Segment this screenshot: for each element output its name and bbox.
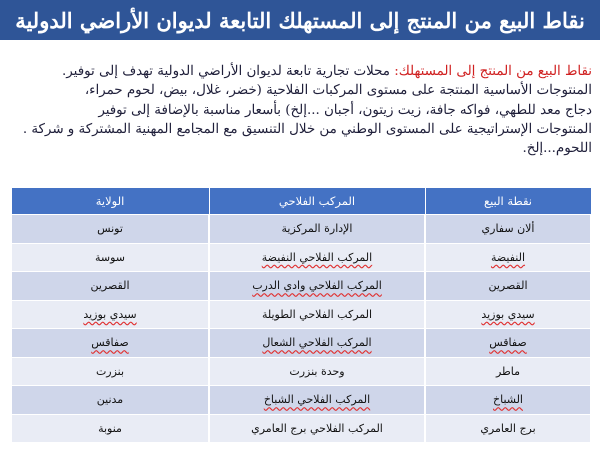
cell-complex: المركب الفلاحي برج العامري — [209, 414, 425, 442]
table-row — [11, 272, 591, 301]
cell-wilaya — [11, 300, 209, 329]
cell-wilaya: مدنين — [11, 386, 209, 415]
cell-wilaya: بنزرت — [11, 357, 209, 386]
table-row — [11, 357, 591, 386]
cell-text: الشباخ — [493, 393, 523, 407]
intro-line-1-text: محلات تجارية تابعة لديوان الأراضي الدولية تهدف إلى توفير. — [62, 64, 395, 79]
cell-sales-point: ألان سفاري — [425, 215, 591, 244]
cell-complex: الإدارة المركزية — [209, 215, 425, 244]
intro-line-4: المنتوجات الإستراتيجية على المستوى الوطني من خلال التنسيق مع المجامع المهنية المشتركة و شركة . — [22, 121, 592, 137]
header-agricultural-complex: المركب الفلاحي — [209, 188, 425, 215]
table-row — [11, 386, 591, 415]
cell-text: سيدي بوزيد — [481, 307, 535, 321]
table-row — [11, 300, 591, 329]
cell-wilaya — [11, 329, 209, 358]
cell-text: المركب الفلاحي الشباخ — [263, 393, 371, 407]
intro-line-1 — [8, 62, 592, 81]
page-title: نقاط البيع من المنتج إلى المستهلك التابعة لديوان الأراضي الدولية — [0, 0, 600, 40]
cell-text: صفاقس — [489, 336, 527, 350]
cell-complex — [209, 272, 425, 301]
cell-complex — [209, 243, 425, 272]
intro-line-5: اللحوم...إلخ. — [522, 141, 592, 157]
cell-complex: المركب الفلاحي الطويلة — [209, 300, 425, 329]
cell-sales-point: ماطر — [425, 357, 591, 386]
cell-wilaya: سوسة — [11, 243, 209, 272]
cell-wilaya: منوبة — [11, 414, 209, 442]
intro-line-2: المنتوجات الأساسية المنتجة على مستوى المركبات الفلاحية (خضر، غلال، بيض، لحوم حمراء، — [84, 83, 592, 99]
cell-text: صفاقس — [91, 336, 129, 350]
cell-sales-point — [425, 386, 591, 415]
intro-line-3: دجاج معد للطهي، فواكه جافة، زيت زيتون، أجبان ...إلخ) بأسعار مناسبة بالإضافة إلى توفير — [98, 102, 592, 118]
cell-text: النفيضة — [490, 250, 526, 264]
table-row — [11, 329, 591, 358]
table-row — [11, 215, 591, 244]
cell-text: المركب الفلاحي وادي الدرب — [252, 279, 382, 293]
header-wilaya: الولاية — [11, 188, 209, 215]
cell-sales-point — [425, 243, 591, 272]
intro-paragraph — [8, 62, 592, 158]
table-row — [11, 243, 591, 272]
cell-wilaya: القصرين — [11, 272, 209, 301]
cell-complex — [209, 329, 425, 358]
cell-complex — [209, 386, 425, 415]
cell-sales-point: القصرين — [425, 272, 591, 301]
cell-text: المركب الفلاحي الشعال — [262, 336, 372, 350]
cell-text: المركب الفلاحي النفيضة — [261, 250, 373, 264]
table-row — [11, 414, 591, 442]
table-header-row — [11, 188, 591, 215]
sales-points-table — [10, 188, 592, 442]
cell-sales-point — [425, 300, 591, 329]
cell-sales-point: برج العامري — [425, 414, 591, 442]
cell-sales-point — [425, 329, 591, 358]
cell-text: سيدي بوزيد — [83, 307, 137, 321]
cell-wilaya: تونس — [11, 215, 209, 244]
intro-label: نقاط البيع من المنتج إلى المستهلك: — [394, 64, 592, 79]
cell-complex: وحدة بنزرت — [209, 357, 425, 386]
header-sales-point: نقطة البيع — [425, 188, 591, 215]
